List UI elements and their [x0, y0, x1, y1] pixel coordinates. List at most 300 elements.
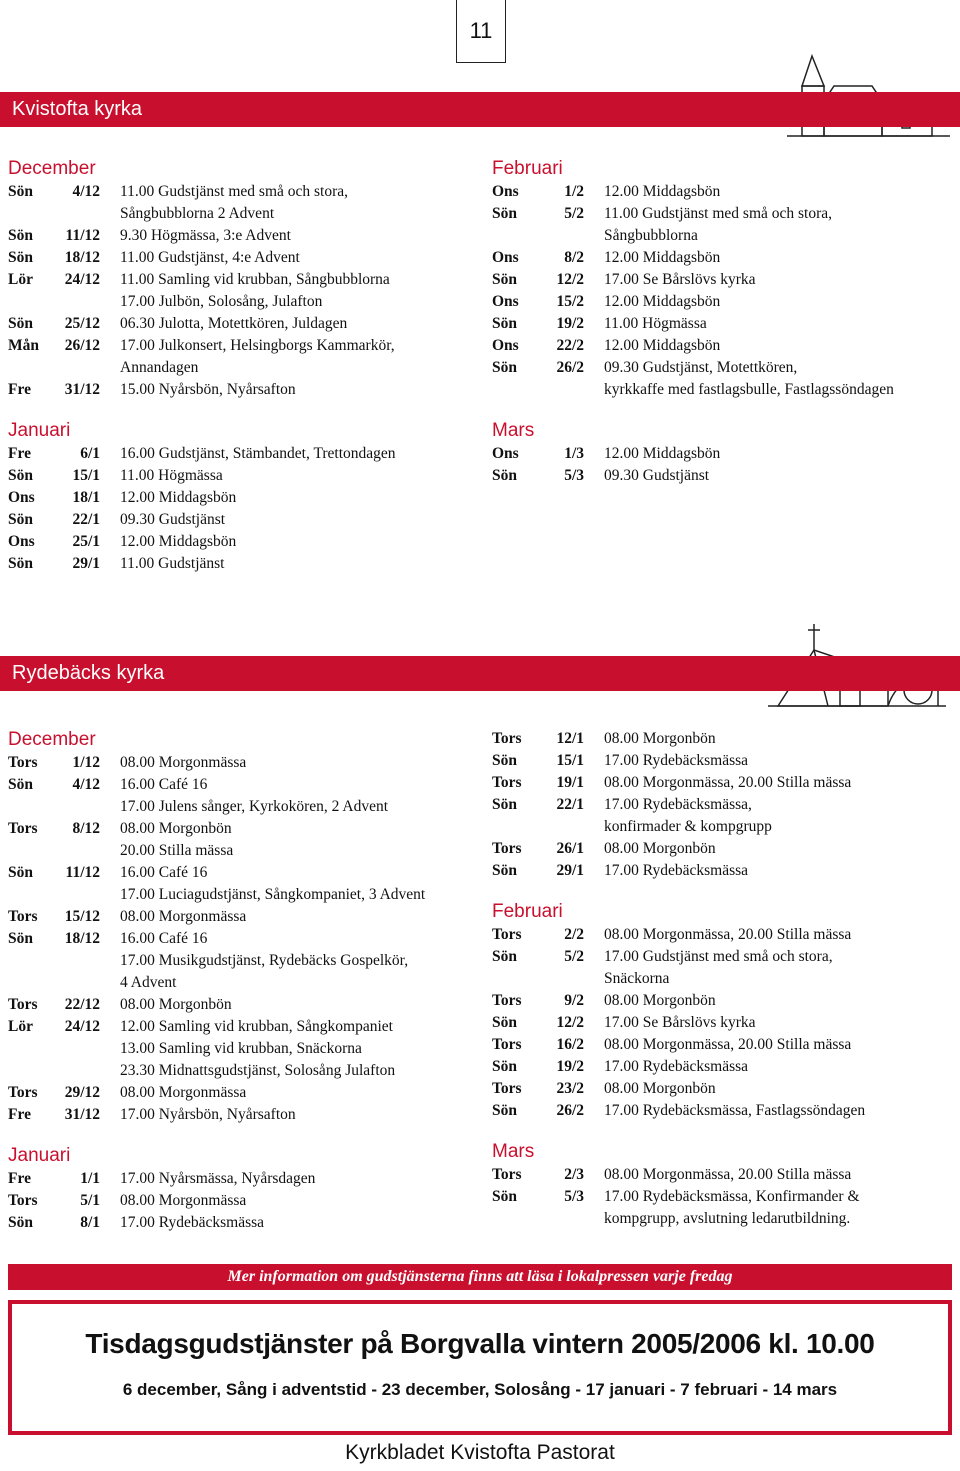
schedule-row: [8, 487, 478, 509]
schedule-row: [492, 968, 960, 990]
weekday: Sön: [8, 315, 33, 332]
date: 24/12: [64, 1018, 100, 1035]
date-cell: [492, 1056, 584, 1078]
date-cell: [492, 313, 584, 335]
section-gap: [492, 1122, 960, 1140]
event-text: 13.00 Samling vid krubban, Snäckorna: [120, 1040, 362, 1057]
weekday: [492, 968, 536, 990]
event-text: Annandagen: [120, 359, 199, 376]
schedule-row: [8, 531, 478, 553]
schedule-row: [492, 772, 960, 794]
event-text: 08.00 Morgonbön: [604, 1080, 716, 1097]
event-text: 17.00 Rydebäcksmässa, Konfirmander &: [604, 1188, 860, 1205]
date-cell: [492, 924, 584, 946]
date-cell: [8, 443, 100, 465]
event-text: 11.00 Gudstjänst med små och stora,: [120, 183, 349, 200]
schedule-row: [8, 379, 478, 401]
date-cell: [8, 247, 100, 269]
weekday: [8, 796, 52, 818]
schedule-row: [8, 313, 478, 335]
weekday: Tors: [8, 908, 38, 925]
weekday: Tors: [492, 840, 522, 857]
date: 5/2: [564, 948, 584, 965]
weekday: Ons: [492, 249, 519, 266]
event-text: Sångbubblorna 2 Advent: [120, 205, 275, 222]
event-text: Snäckorna: [604, 970, 670, 987]
schedule-row: [492, 1100, 960, 1122]
date: 26/2: [556, 359, 584, 376]
date-cell: [8, 357, 100, 379]
weekday: Tors: [8, 754, 38, 771]
date: 29/12: [64, 1084, 100, 1101]
schedule-row: [492, 225, 960, 247]
date-cell: [8, 313, 100, 335]
date-cell: [492, 247, 584, 269]
weekday: Tors: [8, 1192, 38, 1209]
date-cell: [492, 990, 584, 1012]
event-text: 08.00 Morgonmässa, 20.00 Stilla mässa: [604, 1166, 852, 1183]
rydebacks-right-column: [492, 728, 960, 1230]
weekday: [8, 203, 52, 225]
event-text: 08.00 Morgonbön: [604, 992, 716, 1009]
date-cell: [8, 1104, 100, 1126]
date: [536, 816, 584, 838]
date-cell: [492, 443, 584, 465]
date: [52, 291, 100, 313]
date-cell: [8, 181, 100, 203]
date: 29/1: [72, 555, 100, 572]
schedule-row: [492, 1078, 960, 1100]
schedule-row: [8, 906, 478, 928]
month-heading: Januari: [8, 1145, 71, 1166]
schedule-row: [492, 794, 960, 816]
date-cell: [8, 509, 100, 531]
date-cell: [492, 946, 584, 968]
weekday: [8, 1038, 52, 1060]
date-cell: [492, 772, 584, 794]
schedule-row: [8, 862, 478, 884]
weekday: Sön: [492, 1188, 517, 1205]
weekday: Tors: [492, 730, 522, 747]
weekday: Sön: [8, 1214, 33, 1231]
weekday: Ons: [492, 445, 519, 462]
date-cell: [492, 1034, 584, 1056]
date-cell: [8, 465, 100, 487]
schedule-row: [8, 225, 478, 247]
date: 12/1: [556, 730, 584, 747]
month-heading: Mars: [492, 1141, 535, 1162]
schedule-row: [8, 972, 478, 994]
month-heading: Februari: [492, 901, 563, 922]
date-cell: [492, 750, 584, 772]
event-text: 17.00 Rydebäcksmässa: [604, 1058, 749, 1075]
date: 18/1: [72, 489, 100, 506]
weekday: [8, 1060, 52, 1082]
schedule-row: [492, 181, 960, 203]
date: 26/2: [556, 1102, 584, 1119]
section-gap: [8, 401, 478, 419]
weekday: Sön: [492, 1102, 517, 1119]
event-text: 12.00 Samling vid krubban, Sångkompaniet: [120, 1018, 393, 1035]
date: 1/2: [564, 183, 584, 200]
event-text: 12.00 Middagsbön: [604, 337, 721, 354]
date: 2/2: [564, 926, 584, 943]
date-cell: [8, 928, 100, 950]
date: [52, 950, 100, 972]
schedule-row: [492, 946, 960, 968]
weekday: Sön: [492, 271, 517, 288]
event-text: kompgrupp, avslutning ledarutbildning.: [604, 1210, 851, 1227]
schedule-row: [492, 247, 960, 269]
date: 8/1: [80, 1214, 100, 1231]
event-text: Sångbubblorna: [604, 227, 698, 244]
month-heading: Januari: [8, 420, 71, 441]
weekday: Sön: [492, 205, 517, 222]
schedule-row: [8, 291, 478, 313]
schedule-row: [492, 269, 960, 291]
date: 16/2: [556, 1036, 584, 1053]
event-text: 08.00 Morgonmässa: [120, 1192, 247, 1209]
info-banner: Mer information om gudstjänsterna finns att läsa i lokalpressen varje fredag: [8, 1264, 952, 1290]
event-text: 20.00 Stilla mässa: [120, 842, 234, 859]
date-cell: [492, 1078, 584, 1100]
date: 19/2: [556, 315, 584, 332]
schedule-row: [492, 860, 960, 882]
event-text: 17.00 Luciagudstjänst, Sångkompaniet, 3 Advent: [120, 886, 426, 903]
date: 26/1: [556, 840, 584, 857]
rydebacks-section-header: Rydebäcks kyrka: [0, 656, 960, 691]
event-text: 9.30 Högmässa, 3:e Advent: [120, 227, 291, 244]
event-text: 16.00 Café 16: [120, 930, 208, 947]
event-text: 09.30 Gudstjänst: [120, 511, 226, 528]
schedule-row: [8, 181, 478, 203]
date-cell: [8, 225, 100, 247]
footer-text: Kyrkbladet Kvistofta Pastorat: [345, 1441, 615, 1464]
borgvalla-heading: Tisdagsgudstjänster på Borgvalla vintern 2005/2006 kl. 10.00: [85, 1328, 875, 1359]
date-cell: [492, 1012, 584, 1034]
date: 15/12: [64, 908, 100, 925]
date-cell: [8, 379, 100, 401]
date: 15/1: [72, 467, 100, 484]
date: 11/12: [65, 227, 100, 244]
weekday: Lör: [8, 271, 33, 288]
date: 23/2: [556, 1080, 584, 1097]
date: 2/3: [564, 1166, 584, 1183]
kvistofta-left-column: [8, 157, 478, 575]
schedule-row: [8, 752, 478, 774]
date-cell: [492, 335, 584, 357]
event-text: 17.00 Rydebäcksmässa,: [604, 796, 752, 813]
event-text: 08.00 Morgonbön: [604, 730, 716, 747]
date-cell: [8, 1082, 100, 1104]
date-cell: [8, 1038, 100, 1060]
weekday: Sön: [8, 511, 33, 528]
event-text: 17.00 Se Bårslövs kyrka: [604, 1014, 756, 1031]
weekday: [492, 225, 536, 247]
date-cell: [8, 818, 100, 840]
date: 8/12: [72, 820, 100, 837]
schedule-row: [8, 1082, 478, 1104]
date-cell: [8, 884, 100, 906]
weekday: Ons: [492, 183, 519, 200]
date: 31/12: [64, 1106, 100, 1123]
weekday: Sön: [8, 555, 33, 572]
date-cell: [8, 487, 100, 509]
date: 22/2: [556, 337, 584, 354]
date: 1/3: [564, 445, 584, 462]
weekday: [8, 884, 52, 906]
schedule-row: [492, 924, 960, 946]
date: 29/1: [556, 862, 584, 879]
schedule-row: [8, 269, 478, 291]
schedule-row: [8, 1060, 478, 1082]
weekday: Sön: [492, 1014, 517, 1031]
weekday: Ons: [492, 293, 519, 310]
date-cell: [8, 335, 100, 357]
event-text: 17.00 Se Bårslövs kyrka: [604, 271, 756, 288]
rydebacks-left-column: [8, 728, 478, 1234]
schedule-row: [8, 553, 478, 575]
schedule-row: [8, 818, 478, 840]
date: 5/3: [564, 1188, 584, 1205]
weekday: [492, 816, 536, 838]
schedule-row: [492, 1208, 960, 1230]
date: [52, 357, 100, 379]
weekday: Sön: [492, 796, 517, 813]
date: [536, 968, 584, 990]
date: 15/1: [556, 752, 584, 769]
date: [52, 1060, 100, 1082]
date: 18/12: [64, 930, 100, 947]
weekday: Tors: [492, 1036, 522, 1053]
weekday: Fre: [8, 1170, 31, 1187]
event-text: 12.00 Middagsbön: [120, 489, 237, 506]
weekday: Tors: [492, 1166, 522, 1183]
date: 4/12: [72, 776, 100, 793]
weekday: Sön: [492, 467, 517, 484]
date-cell: [8, 1060, 100, 1082]
weekday: Tors: [492, 1080, 522, 1097]
month-heading: Mars: [492, 420, 535, 441]
event-text: 17.00 Rydebäcksmässa, Fastlagssöndagen: [604, 1102, 866, 1119]
schedule-row: [492, 1164, 960, 1186]
date: 26/12: [64, 337, 100, 354]
event-text: 17.00 Rydebäcksmässa: [604, 862, 749, 879]
borgvalla-box: [8, 1300, 952, 1435]
event-text: 08.00 Morgonmässa: [120, 1084, 247, 1101]
event-text: 16.00 Café 16: [120, 864, 208, 881]
schedule-row: [492, 1012, 960, 1034]
date: 9/2: [564, 992, 584, 1009]
event-text: 12.00 Middagsbön: [120, 533, 237, 550]
event-text: kyrkkaffe med fastlagsbulle, Fastlagssöndagen: [604, 381, 894, 398]
event-text: 08.00 Morgonmässa, 20.00 Stilla mässa: [604, 926, 852, 943]
date: [52, 884, 100, 906]
event-text: 08.00 Morgonbön: [120, 996, 232, 1013]
date: 22/1: [556, 796, 584, 813]
date: 5/2: [564, 205, 584, 222]
weekday: Tors: [8, 1084, 38, 1101]
date-cell: [492, 838, 584, 860]
date-cell: [492, 269, 584, 291]
date: 5/1: [80, 1192, 100, 1209]
date: 11/12: [65, 864, 100, 881]
date: 1/1: [80, 1170, 100, 1187]
date-cell: [8, 796, 100, 818]
date-cell: [8, 269, 100, 291]
schedule-row: [8, 509, 478, 531]
event-text: 08.00 Morgonmässa, 20.00 Stilla mässa: [604, 774, 852, 791]
schedule-row: [492, 1186, 960, 1208]
schedule-row: [492, 1034, 960, 1056]
weekday: Sön: [8, 227, 33, 244]
event-text: 08.00 Morgonbön: [120, 820, 232, 837]
event-text: 08.00 Morgonmässa: [120, 908, 247, 925]
date: 22/1: [72, 511, 100, 528]
date-cell: [492, 1186, 584, 1208]
event-text: 11.00 Gudstjänst med små och stora,: [604, 205, 833, 222]
section-gap: [492, 401, 960, 419]
date-cell: [492, 968, 584, 990]
date-cell: [492, 203, 584, 225]
date-cell: [492, 1208, 584, 1230]
weekday: Sön: [492, 1058, 517, 1075]
date-cell: [8, 531, 100, 553]
event-text: 17.00 Nyårsmässa, Nyårsdagen: [120, 1170, 316, 1187]
borgvalla-dates: 6 december, Sång i adventstid - 23 december, Solosång - 17 januari - 7 februari - 14 mars: [122, 1380, 838, 1399]
event-text: 17.00 Rydebäcksmässa: [604, 752, 749, 769]
date-cell: [492, 1100, 584, 1122]
weekday: [492, 1208, 536, 1230]
schedule-row: [8, 1190, 478, 1212]
date: 12/2: [556, 1014, 584, 1031]
weekday: Tors: [8, 996, 38, 1013]
weekday: Sön: [8, 249, 33, 266]
date-cell: [492, 225, 584, 247]
date-cell: [8, 950, 100, 972]
weekday: Sön: [8, 776, 33, 793]
event-text: 16.00 Café 16: [120, 776, 208, 793]
date: 25/12: [64, 315, 100, 332]
schedule-row: [492, 335, 960, 357]
schedule-row: [8, 203, 478, 225]
date: 19/2: [556, 1058, 584, 1075]
date: 18/12: [64, 249, 100, 266]
date-cell: [8, 203, 100, 225]
schedule-row: [8, 1212, 478, 1234]
schedule-row: [8, 335, 478, 357]
event-text: 12.00 Middagsbön: [604, 293, 721, 310]
weekday: Sön: [8, 930, 33, 947]
schedule-row: [8, 796, 478, 818]
schedule-row: [8, 884, 478, 906]
event-text: 4 Advent: [120, 974, 177, 991]
date: 5/3: [564, 467, 584, 484]
schedule-row: [492, 379, 960, 401]
weekday: [8, 840, 52, 862]
event-text: 17.00 Julbön, Solosång, Julafton: [120, 293, 323, 310]
date: 8/2: [564, 249, 584, 266]
section-gap: [492, 882, 960, 900]
date: [536, 225, 584, 247]
schedule-row: [492, 1056, 960, 1078]
event-text: 12.00 Middagsbön: [604, 249, 721, 266]
schedule-row: [492, 357, 960, 379]
kvistofta-right-column: [492, 157, 960, 487]
date: [52, 796, 100, 818]
date: [52, 840, 100, 862]
event-text: 08.00 Morgonmässa, 20.00 Stilla mässa: [604, 1036, 852, 1053]
weekday: Tors: [492, 926, 522, 943]
date-cell: [8, 1190, 100, 1212]
weekday: Fre: [8, 1106, 31, 1123]
date: [52, 203, 100, 225]
date: 6/1: [80, 445, 100, 462]
weekday: [8, 950, 52, 972]
date-cell: [492, 291, 584, 313]
date-cell: [492, 728, 584, 750]
weekday: Ons: [492, 337, 519, 354]
date: [536, 1208, 584, 1230]
event-text: 11.00 Gudstjänst, 4:e Advent: [120, 249, 300, 266]
event-text: 09.30 Gudstjänst, Motettkören,: [604, 359, 798, 376]
date-cell: [492, 1164, 584, 1186]
date-cell: [492, 794, 584, 816]
schedule-row: [8, 443, 478, 465]
date: 12/2: [556, 271, 584, 288]
date: 31/12: [64, 381, 100, 398]
schedule-row: [492, 990, 960, 1012]
page-number: 11: [456, 0, 506, 63]
month-heading: Februari: [492, 158, 563, 179]
date-cell: [8, 553, 100, 575]
weekday: Sön: [492, 359, 517, 376]
event-text: 15.00 Nyårsbön, Nyårsafton: [120, 381, 296, 398]
month-heading: December: [8, 158, 96, 179]
event-text: 17.00 Nyårsbön, Nyårsafton: [120, 1106, 296, 1123]
weekday: Sön: [8, 864, 33, 881]
date: [52, 1038, 100, 1060]
event-text: 23.30 Midnattsgudstjänst, Solosång Julafton: [120, 1062, 396, 1079]
schedule-row: [492, 816, 960, 838]
date-cell: [8, 840, 100, 862]
event-text: 11.00 Högmässa: [120, 467, 223, 484]
event-text: 11.00 Samling vid krubban, Sångbubblorna: [120, 271, 390, 288]
schedule-row: [8, 774, 478, 796]
weekday: Mån: [8, 337, 39, 354]
schedule-row: [8, 357, 478, 379]
date-cell: [8, 1168, 100, 1190]
section-gap: [8, 1126, 478, 1144]
weekday: [492, 379, 536, 401]
schedule-row: [492, 838, 960, 860]
date-cell: [492, 860, 584, 882]
event-text: 11.00 Gudstjänst: [120, 555, 225, 572]
date-cell: [8, 994, 100, 1016]
date-cell: [8, 862, 100, 884]
schedule-row: [8, 928, 478, 950]
weekday: [8, 291, 52, 313]
event-text: 11.00 Högmässa: [604, 315, 707, 332]
date-cell: [492, 465, 584, 487]
event-text: 09.30 Gudstjänst: [604, 467, 710, 484]
event-text: 17.00 Julens sånger, Kyrkokören, 2 Advent: [120, 798, 389, 815]
schedule-row: [8, 994, 478, 1016]
kvistofta-section-header: Kvistofta kyrka: [0, 92, 960, 127]
weekday: Fre: [8, 381, 31, 398]
event-text: 08.00 Morgonmässa: [120, 754, 247, 771]
date-cell: [8, 972, 100, 994]
